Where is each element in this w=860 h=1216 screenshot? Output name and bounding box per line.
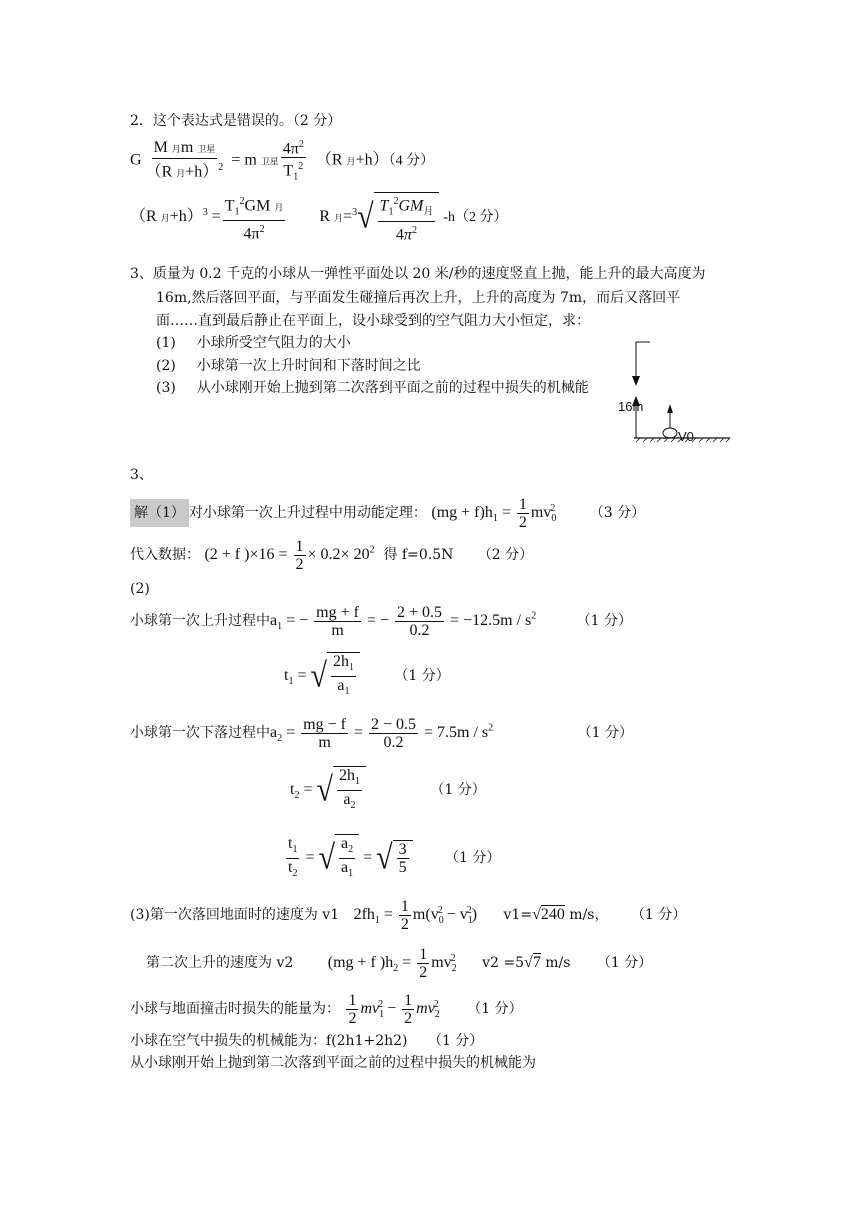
sol-step2b-mark: （1 分）: [394, 667, 450, 684]
sol-step2e: $\frac{t_1}{t_2}$ = √ $\frac{a_2}{a_1}$ = √ $\frac{3}{5}$ （1 分）: [284, 834, 500, 882]
eq-kepler-2: （R 月+h）$^3$ = $\frac{T_1^2GM 月}{4\pi^2}$ R 月=$^3$√ $\frac{T_1^2GM_月}{4\pi^2}$ -h（2 分）: [130, 192, 508, 243]
q3-item-3: [156, 379, 589, 397]
sol-step1-mark: （3 分）: [589, 505, 646, 522]
q3-line3: 面……直到最后静止在平面上，设小球受到的空气阻力大小恒定，求：: [156, 313, 590, 329]
sol-step3d: [130, 1032, 483, 1050]
sol-step2d: $t_2$ = √ $\frac{2h_1}{a_2}$ （1 分）: [290, 766, 486, 814]
sol-step2b: $t_1$ = √ $\frac{2h_1}{a_1}$ （1 分）: [284, 652, 450, 700]
eq2-mark: -h（2 分）: [443, 210, 508, 226]
q3-item-2: [156, 357, 421, 375]
sol-step2e-mark: （1 分）: [445, 849, 501, 866]
eq1-mark: （4 分）: [388, 153, 435, 169]
sol-step3d-mark: （1 分）: [427, 1033, 484, 1049]
sol-step2d-mark: （1 分）: [430, 781, 486, 798]
sol-step2-label: (2): [130, 581, 150, 597]
sol-step3a-mark: （1 分）: [630, 907, 687, 924]
sol-step2c-mark: （1 分）: [577, 725, 633, 742]
q3-item-2-num: (2): [156, 358, 176, 374]
sec2-line1: 2．这个表达式是错误的。（2 分）: [130, 113, 342, 129]
ball: [663, 428, 677, 438]
height-label: 16m: [618, 399, 644, 414]
sol-step3b-unit: m/s: [545, 955, 571, 972]
ball-diagram: [616, 334, 736, 444]
sol-step3c: 小球与地面撞击时损失的能量为： $\frac{1}{2}$ $mv_1^2$ − $\frac{1}{2}$ $mv_2^2$ （1 分）: [130, 992, 523, 1027]
sol-step2a: 小球第一次上升过程中$a_1$ = − $\frac{mg + f}{m}$ = − $\frac{2 + 0.5}{0.2}$ = $-12.5m / s^2$ （1 分）: [130, 604, 633, 639]
sol-step3a-unit: m/s，: [569, 907, 609, 924]
q3-item-2-text: 小球第一次上升时间和下落时间之比: [196, 358, 421, 374]
sol-step3b-text: 第二次上升的速度为 v2: [146, 955, 294, 972]
q3-item-3-text: 从小球刚开始上抛到第二次落到平面之前的过程中损失的机械能: [196, 380, 589, 396]
velocity-arrow-head: [667, 404, 673, 413]
sol-step3b: 第二次上升的速度为 v2 (mg + f )$h_2$ = $\frac{1}{2}$ $mv_2^2$ v2 =5√7 m/s （1 分）: [146, 946, 653, 981]
sol-step3a-text: (3)第一次落回地面时的速度为 v1: [130, 907, 340, 924]
sol-step2a-mark: （1 分）: [576, 613, 633, 630]
sol-step3c-text: 小球与地面撞击时损失的能量为：: [130, 1001, 340, 1018]
sol-step3e: 从小球刚开始上抛到第二次落到平面之前的过程中损失的机械能为: [130, 1055, 536, 1071]
sol-step3c-mark: （1 分）: [467, 1001, 523, 1018]
sol-step1b-text: 代入数据：: [130, 547, 200, 564]
sol-step1-text: 对小球第一次上升过程中用动能定理：: [188, 505, 427, 522]
q3-line2: 16m,然后落回平面，与平面发生碰撞后再次上升，上升的高度为 7m，而后又落回平: [156, 290, 681, 306]
velocity-label: V0: [678, 429, 694, 444]
down-arrow-head: [632, 376, 640, 386]
q3-item-3-num: (3): [156, 380, 176, 396]
sol-step3b-v: v2 =5: [482, 955, 525, 972]
sol-step2c-text: 小球第一次下落过程中: [130, 725, 270, 742]
sol-step1b: 代入数据： (2 + f )×16 = $\frac{1}{2}$ × $0.2\times 20^2$ 得 f=0.5N （2 分）: [130, 538, 534, 573]
eq-kepler-1: G $\frac{\text{M 月m 卫星}}{(R 月+h)^2}$ = m 卫星 $\frac{4\pi^2}{T_1^2}$ （R 月+h）（4 分）: [130, 136, 434, 186]
sol-step1b-result: 得 f=0.5N: [383, 547, 454, 564]
sol-step3d-text: 小球在空气中损失的机械能为：f(2h1+2h2): [130, 1033, 408, 1049]
q3-item-1-num: (1): [156, 335, 176, 351]
q3-line1: 3、质量为 0.2 千克的小球从一弹性平面处以 20 米/秒的速度竖直上抛，能上升的最大高度为: [130, 266, 706, 282]
sol-step3a-v: v1=: [503, 907, 533, 924]
q3-item-1: [156, 334, 351, 352]
sol-step3b-mark: （1 分）: [596, 955, 653, 972]
q3-item-1-text: 小球所受空气阻力的大小: [196, 335, 351, 351]
sol-step2c: 小球第一次下落过程中$a_2$ = $\frac{mg - f}{m}$ = $\frac{2 - 0.5}{0.2}$ = $7.5m / s^2$ （1 分）: [130, 716, 633, 751]
sol-step1: 解（1） 对小球第一次上升过程中用动能定理： $(mg + f)h_1$ = $\frac{1}{2}$ $mv_0^2$ （3 分）: [130, 496, 645, 531]
sol-step1-label: 解（1）: [130, 499, 189, 527]
sol-step1b-mark: （2 分）: [477, 547, 534, 564]
sol-step2a-text: 小球第一次上升过程中: [130, 613, 270, 630]
sol-step3a: (3)第一次落回地面时的速度为 v1 $2fh_1$ = $\frac{1}{2}$ $m(v_0^2 - v_1^2)$ v1=√240 m/s， （1 分）: [130, 898, 687, 933]
solution-head: 3、: [130, 467, 153, 483]
